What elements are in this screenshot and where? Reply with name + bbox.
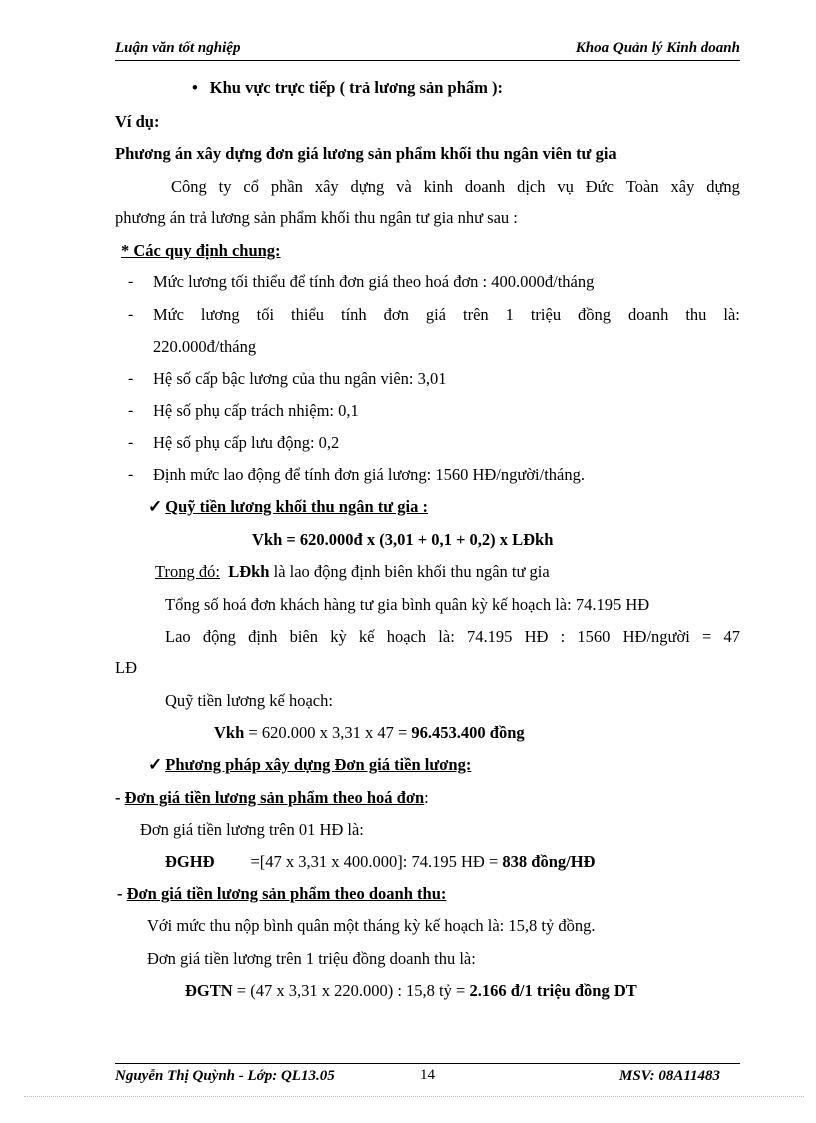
- labor-quota-line: Lao động định biên kỳ kế hoạch là: 74.195 HĐ : 1560 HĐ/người = 47: [165, 627, 740, 646]
- word: xây: [314, 177, 339, 196]
- rule-labor-norm: Định mức lao động để tính đơn giá lương: 1560 HĐ/người/tháng.: [153, 465, 586, 484]
- rule-grade-coefficient: Hệ số cấp bậc lương của thu ngân viên: 3,01: [153, 369, 447, 388]
- rules-heading: * Các quy định chung:: [121, 241, 281, 260]
- word: vụ: [557, 177, 574, 196]
- fund-heading: ✓ Quỹ tiền lương khối thu ngân tư gia :: [148, 497, 429, 516]
- word: đồng: [578, 305, 612, 324]
- dghd-calculation: ĐGHĐ =[47 x 3,31 x 400.000]: 74.195 HĐ = 838 đồng/HĐ: [165, 852, 596, 871]
- word: phần: [270, 177, 303, 196]
- header-left: Luận văn tốt nghiệp: [115, 40, 241, 56]
- checkmark-icon: ✓: [148, 755, 163, 774]
- word: xây: [670, 177, 695, 196]
- word: và: [396, 177, 412, 196]
- dash-bullet: -: [128, 402, 134, 419]
- intro-line-1: [171, 177, 740, 197]
- word: đơn: [383, 305, 409, 324]
- word: tối: [256, 305, 275, 324]
- word: dựng: [350, 177, 385, 196]
- revenue-line-2: Đơn giá tiền lương trên 1 triệu đồng doanh thu là:: [147, 949, 476, 968]
- dash-bullet: -: [128, 273, 134, 290]
- rule-min-wage-invoice: Mức lương tối thiểu để tính đơn giá theo hoá đơn : 400.000đ/tháng: [153, 272, 595, 291]
- header-rule: [115, 60, 740, 61]
- word: kinh: [423, 177, 453, 196]
- page-number: 14: [420, 1067, 435, 1083]
- example-label: Ví dụ:: [115, 112, 160, 131]
- word: cổ: [243, 177, 259, 196]
- fund-formula: Vkh = 620.000đ x (3,01 + 0,1 + 0,2) x LĐkh: [252, 530, 554, 549]
- word: tính: [341, 305, 367, 324]
- footer-right: MSV: 08A11483: [619, 1068, 720, 1084]
- invoice-price-line: Đơn giá tiền lương trên 01 HĐ là:: [140, 820, 364, 839]
- word: Công: [171, 177, 207, 196]
- intro-line-2: phương án trả lương sản phẩm khối thu ngân tư gia như sau :: [115, 208, 518, 227]
- footer-left: Nguyễn Thị Quỳnh - Lớp: QL13.05: [115, 1068, 335, 1084]
- rule-mobility-allowance: Hệ số phụ cấp lưu động: 0,2: [153, 433, 340, 452]
- word: dựng: [706, 177, 740, 196]
- labor-quota-line-cont: LĐ: [115, 658, 137, 677]
- dash-bullet: -: [128, 306, 134, 323]
- rule-responsibility-allowance: Hệ số phụ cấp trách nhiệm: 0,1: [153, 401, 359, 420]
- word: dịch: [517, 177, 546, 196]
- total-invoices-line: Tổng số hoá đơn khách hàng tư gia bình quân kỳ kế hoạch là: 74.195 HĐ: [165, 595, 650, 614]
- word: lương: [200, 305, 240, 324]
- rule-min-wage-revenue-cont: 220.000đ/tháng: [153, 337, 257, 356]
- word: triệu: [530, 305, 562, 324]
- rule-min-wage-revenue: [153, 305, 740, 325]
- plan-fund-label: Quỹ tiền lương kế hoạch:: [165, 691, 333, 710]
- word: Đức: [585, 177, 614, 196]
- bullet-heading: • Khu vực trực tiếp ( trả lương sản phẩm ):: [192, 78, 503, 97]
- footer-rule: [115, 1063, 740, 1064]
- word: là:: [723, 305, 740, 324]
- revenue-line-1: Với mức thu nộp bình quân một tháng kỳ kế hoạch là: 15,8 tỷ đồng.: [147, 916, 596, 935]
- dgtn-calculation: ĐGTN = (47 x 3,31 x 220.000) : 15,8 tỷ = 2.166 đ/1 triệu đồng DT: [185, 981, 637, 1000]
- word: thu: [685, 305, 707, 324]
- dash-bullet: -: [128, 370, 134, 387]
- word: 1: [505, 305, 514, 324]
- page-edge-divider: [24, 1096, 804, 1097]
- method-heading: ✓ Phương pháp xây dựng Đơn giá tiền lương:: [148, 755, 472, 774]
- word: trên: [462, 305, 489, 324]
- dash-bullet: -: [128, 466, 134, 483]
- invoice-price-heading: - Đơn giá tiền lương sản phẩm theo hoá đơn:: [115, 788, 429, 807]
- vkh-calculation: Vkh = 620.000 x 3,31 x 47 = 96.453.400 đồng: [214, 723, 525, 742]
- main-title: Phương án xây dựng đơn giá lương sản phẩm khối thu ngân viên tư gia: [115, 144, 617, 163]
- word: doanh: [628, 305, 669, 324]
- dash-bullet: -: [128, 434, 134, 451]
- word: Toàn: [625, 177, 659, 196]
- checkmark-icon: ✓: [148, 497, 163, 516]
- word: Mức: [153, 305, 184, 324]
- word: thiểu: [291, 305, 325, 324]
- bullet-icon: •: [192, 78, 198, 97]
- where-line: Trong đó: LĐkh là lao động định biên khối thu ngân tư gia: [155, 562, 550, 581]
- word: giá: [425, 305, 447, 324]
- revenue-price-heading: - Đơn giá tiền lương sản phẩm theo doanh thu:: [117, 884, 447, 903]
- word: ty: [218, 177, 232, 196]
- word: doanh: [464, 177, 506, 196]
- header-right: Khoa Quản lý Kinh doanh: [575, 40, 740, 56]
